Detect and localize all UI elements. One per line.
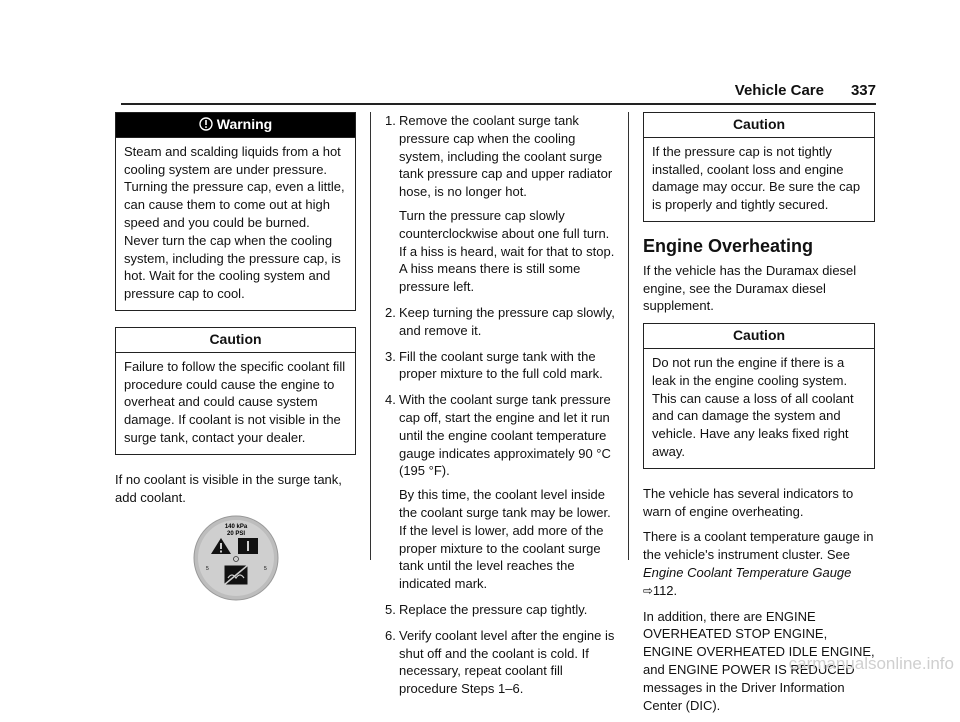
list-item: 6. Verify coolant level after the engine is shut off and the coolant is cold. If necessary, repeat coolant fill procedure Steps 1–6.: [385, 627, 615, 697]
warning-header: [116, 113, 355, 138]
list-item: 3. Fill the coolant surge tank with the proper mixture to the full cold mark.: [385, 348, 603, 382]
paragraph: In addition, there are ENGINE OVERHEATED STOP ENGINE, ENGINE OVERHEATED IDLE ENGINE, and ENGINE POWER IS REDUCED messages in the Driver Information Center (DIC).: [643, 608, 875, 713]
caution-body: If the pressure cap is not tightly installed, coolant loss and engine damage may occur. Be sure the cap is properly and tightly secured.: [652, 143, 861, 213]
cap-psi-text: 20 PSI: [226, 531, 245, 538]
list-item: 4. With the coolant surge tank pressure cap off, start the engine and let it run until the engine coolant temperature gauge indicates approximately 90 °C (195 °F). By this time, the coolant level inside the coolant surge tank may be lower. If the level is lower, add more of the proper mixture to the coolant surge tank until the level reaches the indicated mark.: [385, 392, 611, 592]
caution-box: [643, 323, 875, 469]
pressure-cap-icon: [192, 514, 280, 602]
list-item: 1. Remove the coolant surge tank pressure cap when the cooling system, including the coolant surge tank pressure cap and upper radiator hose, is no longer hot. Turn the pressure cap slowly counterclockwise about one full turn. If a hiss is heard, wait for that to stop. A hiss means there is still some pressure left.: [385, 113, 615, 295]
column-middle: [385, 112, 615, 706]
paragraph: The vehicle has several indicators to warn of engine overheating.: [643, 485, 854, 519]
caution-title: Caution: [644, 113, 874, 138]
caution-body: Do not run the engine if there is a leak in the engine cooling system. This can cause a loss of all coolant and can damage the system and vehicle. Have any leaks fixed right away.: [652, 354, 854, 459]
caution-title: Caution: [644, 324, 874, 349]
pressure-cap-label-image: [115, 514, 356, 607]
caution-box: [115, 327, 356, 455]
column-right: [643, 112, 875, 722]
section-heading: Engine Overheating: [643, 235, 814, 256]
column-divider: [628, 112, 629, 560]
column-divider: [370, 112, 371, 560]
page-reference[interactable]: 112: [652, 582, 674, 598]
cap-kpa-text: 140 kPa: [224, 524, 247, 531]
paragraph: If the vehicle has the Duramax diesel engine, see the Duramax diesel supplement.: [643, 262, 857, 314]
warning-title: Warning: [216, 116, 273, 132]
page-ref-arrow-icon: ⇨: [643, 582, 653, 598]
watermark: carmanualsonline.info: [788, 654, 954, 673]
fill-procedure-list: [385, 112, 615, 698]
paragraph: If no coolant is visible in the surge tank, add coolant.: [115, 471, 342, 505]
caution-box: [643, 112, 875, 222]
warning-icon: [199, 117, 213, 131]
caution-title: Caution: [116, 328, 355, 353]
section-title: Vehicle Care: [734, 82, 824, 99]
list-item: 5. Replace the pressure cap tightly.: [385, 601, 588, 617]
warning-body: Steam and scalding liquids from a hot cooling system are under pressure. Turning the pressure cap, even a little, can cause them to come out at high speed and you could be burned. Never turn the cap when the cooling system, including the pressure cap, is hot. Wait for the cooling system and pressure cap to cool.: [124, 143, 345, 302]
svg-text:5: 5: [263, 566, 267, 573]
page-header: [121, 82, 876, 102]
warning-box: [115, 112, 356, 311]
cross-reference-link[interactable]: Engine Coolant Temperature Gauge: [643, 564, 852, 580]
caution-body: Failure to follow the specific coolant fill procedure could cause the engine to overheat and could cause system damage. If coolant is not visible in the surge tank, contact your dealer.: [124, 358, 346, 445]
svg-text:5: 5: [205, 566, 209, 573]
paragraph: There is a coolant temperature gauge in the vehicle's instrument cluster. See Engine Coolant Temperature Gauge ⇨112.: [643, 529, 874, 598]
list-item: 2. Keep turning the pressure cap slowly, and remove it.: [385, 304, 615, 338]
column-left: [115, 112, 356, 607]
header-rule: [121, 103, 876, 105]
page-number: 337: [850, 82, 876, 99]
